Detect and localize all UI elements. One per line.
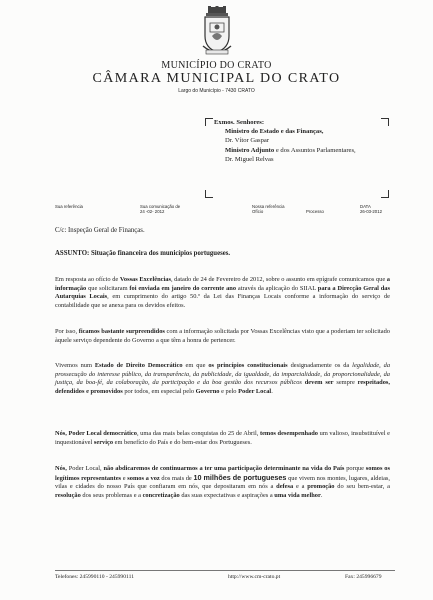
- paragraph-2: Por isso, ficamos bastante surpreendidos com a informação solicitada por Vossas Excelências visto que a poderiam ter solicitado àquele serviço dependente do Governo a que têm a honra de pertencer.: [55, 328, 390, 344]
- addressee-line-4: Dr. Miguel Relvas: [225, 155, 274, 163]
- addressee-line-3-rest: e dos Assuntos Parlamentares,: [274, 146, 356, 154]
- ref-oficio: Ofício: [252, 209, 264, 214]
- ref-processo: Processo: [306, 209, 324, 214]
- paragraph-4: Nós, Poder Local democrático, uma das mais belas conquistas do 25 de Abril, temos desempenhado um valioso, insubstituível e inquestionável serviço em benefício do País e do bem-estar dos Portugueses.: [55, 430, 390, 446]
- address-corner-mark: [205, 118, 213, 126]
- ref-sua-comunicacao: Sua comunicação de: [140, 204, 181, 209]
- addressee-line-3-bold: Ministro Adjunto: [225, 146, 275, 154]
- paragraph-3: Vivemos num Estado de Direito Democrático em que os princípios constitucionais designadamente os da legalidade, da prossecução do interesse público, da transparência, da publicidade, da igualdade, da imparcialidade, da proporcionalidade, da justiça, da boa-fé, da colaboração, da participação e da boa gestão dos recursos públicos devem ser sempre respeitados, defendidos e promovidos por todos, em especial pelo Governo e pelo Poder Local.: [55, 362, 391, 395]
- addressee-block: [214, 118, 356, 164]
- ref-nossa-referencia: Nossa referência: [252, 204, 285, 209]
- addressee-line-2: Dr. Vítor Gaspar: [225, 137, 270, 145]
- cc-line: C/c: Inspeção Geral de Finanças.: [55, 227, 145, 234]
- paragraph-1: Em resposta ao ofício de Vossas Excelências, datado de 24 de Fevereiro de 2012, sobre o assunto em epígrafe comunicamos que a informação que solicitaram foi enviada em janeiro do corrente ano através da aplicação do SIIAL para a Direcção Geral das Autarquias Locais, em cumprimento do artigo 50.º da Lei das Finanças Locais conforme a informação do serviço de contabilidade que se anexa para os devidos efeitos.: [55, 276, 390, 309]
- addressee-line-3: [214, 146, 356, 155]
- address-corner-mark: [205, 190, 213, 198]
- ref-sua-comunicacao-date: 24 -02- 2012: [140, 209, 165, 214]
- footer-divider: [55, 570, 395, 571]
- paragraph-5: Nós, Poder Local, não abdicaremos de continuarmos a ter uma participação determinante na vida do País porque somos os legítimos representantes e somos a voz dos mais de 10 milhões de portugueses que vivem nos montes, lugares, aldeias, vilas e cidades do nosso País que confiaram em nós, que depositaram em nós a defesa e a promoção do seu bem-estar, a resolução dos seus problemas e a concretização das suas expectativas e aspirações a uma vida melhor.: [55, 465, 391, 499]
- address-corner-mark: [381, 190, 389, 198]
- municipal-coat-of-arms-icon: [200, 6, 234, 58]
- footer-website[interactable]: http://www.cm-crato.pt: [228, 574, 281, 580]
- ref-data-value: 26-03-2012: [360, 209, 382, 214]
- address-corner-mark: [381, 118, 389, 126]
- ref-data: DATA: [360, 204, 371, 209]
- addressee-line-1: Ministro do Estado e das Finanças,: [225, 128, 324, 136]
- municipality-name: MUNICÍPIO DO CRATO: [161, 60, 272, 71]
- council-name: CÂMARA MUNICIPAL DO CRATO: [92, 71, 341, 86]
- council-address: Largo do Município - 7430 CRATO: [178, 88, 255, 94]
- footer-telefones: Telefones: 245990110 - 245990111: [55, 574, 134, 580]
- ref-sua-referencia: Sua referência: [55, 204, 83, 209]
- salutation: Exmos. Senhores:: [214, 119, 265, 126]
- footer-fax: Fax: 245996679: [345, 574, 382, 580]
- subject-line: ASSUNTO: Situação financeira dos municípios portugueses.: [55, 250, 231, 257]
